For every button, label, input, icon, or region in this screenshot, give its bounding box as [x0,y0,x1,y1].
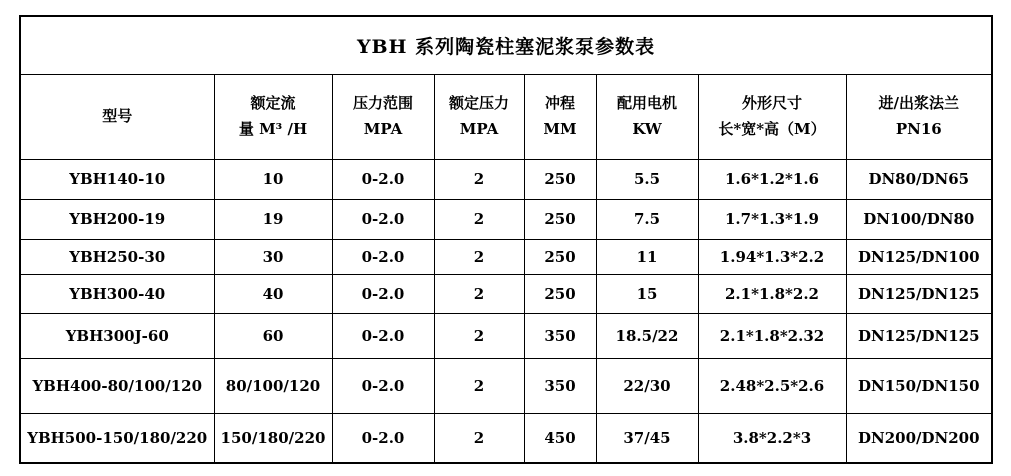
parameter-table [19,15,993,464]
table-body [20,159,992,463]
table-cell: 1.7*1.3*1.9 [698,199,846,239]
column-header-line1: 进/出浆法兰 [878,94,960,112]
table-cell: 10 [214,159,332,199]
table-row [20,159,992,199]
table-cell: 250 [524,199,596,239]
table-cell: 40 [214,274,332,313]
column-header-line1: 压力范围 [352,94,413,112]
table-row [20,274,992,313]
table-cell: 3.8*2.2*3 [698,413,846,463]
table-cell: 2.1*1.8*2.32 [698,313,846,358]
table-cell: DN125/DN125 [846,274,992,313]
column-header-6 [596,74,698,159]
column-header-line1: 型号 [102,106,133,125]
table-title: YBH 系列陶瓷柱塞泥浆泵参数表 [20,16,992,74]
column-header-line1: 冲程 [544,94,575,112]
column-header-5 [524,74,596,159]
column-header-line2: 量 M³ /H [238,119,308,138]
model-cell: YBH200-19 [20,199,214,239]
column-header-line1: 外形尺寸 [741,94,802,112]
table-cell: 7.5 [596,199,698,239]
table-row [20,199,992,239]
table-cell: DN100/DN80 [846,199,992,239]
table-row [20,358,992,413]
table-cell: 19 [214,199,332,239]
table-cell: 2.1*1.8*2.2 [698,274,846,313]
table-cell: 0-2.0 [332,358,434,413]
model-cell: YBH300-40 [20,274,214,313]
table-cell: 1.94*1.3*2.2 [698,239,846,274]
column-header-4 [434,74,524,159]
table-cell: DN150/DN150 [846,358,992,413]
table-cell: 2 [434,159,524,199]
table-cell: 1.6*1.2*1.6 [698,159,846,199]
table-cell: DN125/DN125 [846,313,992,358]
table-cell: 60 [214,313,332,358]
table-cell: 350 [524,313,596,358]
table-cell: 5.5 [596,159,698,199]
column-header-line1: 配用电机 [616,94,677,112]
table-cell: DN200/DN200 [846,413,992,463]
model-cell: YBH500-150/180/220 [20,413,214,463]
table-row [20,239,992,274]
column-header-1 [20,74,214,159]
table-cell: 250 [524,159,596,199]
table-cell: 18.5/22 [596,313,698,358]
table-cell: 80/100/120 [214,358,332,413]
table-cell: 2 [434,313,524,358]
table-cell: 450 [524,413,596,463]
table-cell: 37/45 [596,413,698,463]
table-cell: 22/30 [596,358,698,413]
table-cell: 0-2.0 [332,274,434,313]
table-cell: 0-2.0 [332,239,434,274]
column-header-line1: 额定压力 [448,94,509,112]
table-cell: 2 [434,274,524,313]
model-cell: YBH250-30 [20,239,214,274]
table-row [20,313,992,358]
table-cell: 0-2.0 [332,413,434,463]
table-cell: 0-2.0 [332,199,434,239]
header-row [20,74,992,159]
table-row [20,413,992,463]
table-cell: 2 [434,239,524,274]
pump-parameter-table [19,15,993,464]
table-cell: 0-2.0 [332,313,434,358]
table-cell: 350 [524,358,596,413]
column-header-2 [214,74,332,159]
model-cell: YBH300J-60 [20,313,214,358]
table-cell: 11 [596,239,698,274]
table-cell: 2.48*2.5*2.6 [698,358,846,413]
table-cell: 150/180/220 [214,413,332,463]
column-header-line2: KW [632,119,662,138]
table-cell: 2 [434,413,524,463]
column-header-line2: MM [543,119,577,138]
table-cell: 2 [434,358,524,413]
table-cell: DN125/DN100 [846,239,992,274]
table-cell: 15 [596,274,698,313]
column-header-line2: PN16 [895,119,942,138]
title-row [20,16,992,74]
column-header-8 [846,74,992,159]
table-cell: 0-2.0 [332,159,434,199]
column-header-7 [698,74,846,159]
model-cell: YBH140-10 [20,159,214,199]
column-header-line2: MPA [459,119,499,138]
model-cell: YBH400-80/100/120 [20,358,214,413]
table-cell: 30 [214,239,332,274]
table-cell: 2 [434,199,524,239]
column-header-3 [332,74,434,159]
column-header-line2: 长*宽*高（M） [718,119,826,138]
table-cell: 250 [524,239,596,274]
column-header-line1: 额定流 [250,94,296,112]
table-cell: 250 [524,274,596,313]
column-header-line2: MPA [363,119,403,138]
table-cell: DN80/DN65 [846,159,992,199]
